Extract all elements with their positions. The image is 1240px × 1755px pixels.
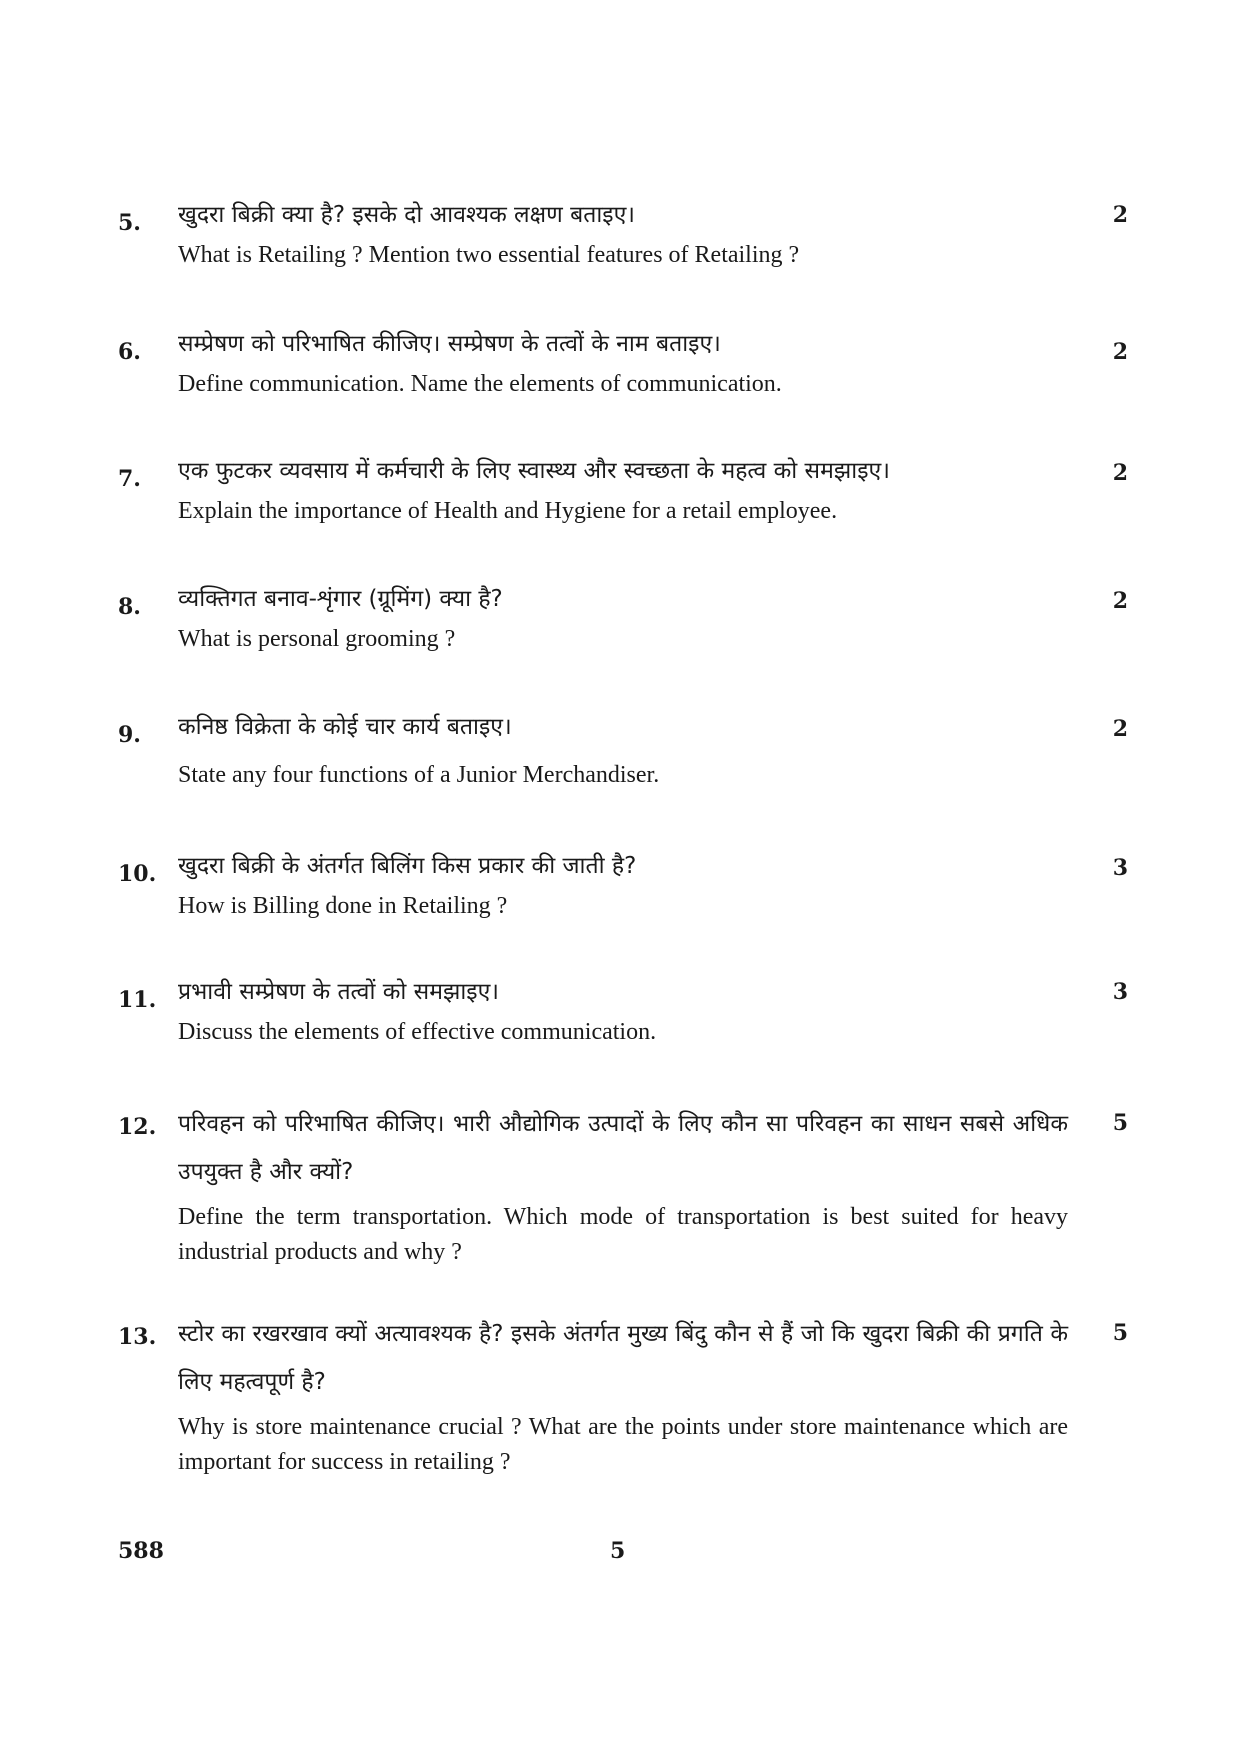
question-body bbox=[178, 325, 1068, 402]
question-marks: 2 bbox=[1112, 716, 1128, 742]
question-number: 10. bbox=[118, 861, 157, 887]
question-text-english: State any four functions of a Junior Merchandiser. bbox=[178, 762, 660, 788]
question-8 bbox=[118, 580, 1128, 657]
question-number: 8. bbox=[118, 594, 141, 620]
question-text-hindi: एक फुटकर व्यवसाय में कर्मचारी के लिए स्वास्थ्य और स्वच्छता के महत्व को समझाइए। bbox=[178, 458, 890, 484]
question-marks: 3 bbox=[1112, 855, 1128, 881]
question-body bbox=[178, 847, 1068, 924]
question-number: 5. bbox=[118, 210, 141, 236]
question-number: 12. bbox=[118, 1114, 157, 1140]
question-marks: 5 bbox=[1112, 1110, 1128, 1136]
paper-code: 588 bbox=[118, 1538, 164, 1564]
question-text-hindi: कनिष्ठ विक्रेता के कोई चार कार्य बताइए। bbox=[178, 714, 512, 740]
question-9 bbox=[118, 708, 1128, 793]
question-text-hindi: खुदरा बिक्री के अंतर्गत बिलिंग किस प्रकार की जाती है? bbox=[178, 853, 637, 879]
question-13 bbox=[118, 1310, 1128, 1480]
question-marks: 2 bbox=[1112, 339, 1128, 365]
question-marks: 3 bbox=[1112, 979, 1128, 1005]
question-body bbox=[178, 708, 1068, 793]
question-body bbox=[178, 452, 1068, 529]
question-body bbox=[178, 973, 1068, 1050]
question-number: 13. bbox=[118, 1324, 157, 1350]
question-number: 11. bbox=[118, 987, 157, 1013]
question-body bbox=[178, 1100, 1068, 1270]
question-text-english: What is Retailing ? Mention two essential features of Retailing ? bbox=[178, 242, 800, 268]
question-text-english: Define the term transportation. Which mode of transportation is best suited for heavy industrial products and why ? bbox=[178, 1204, 1068, 1265]
question-text-english: Explain the importance of Health and Hygiene for a retail employee. bbox=[178, 498, 838, 524]
page-number: 5 bbox=[610, 1538, 626, 1564]
question-text-hindi: खुदरा बिक्री क्या है? इसके दो आवश्यक लक्षण बताइए। bbox=[178, 202, 636, 228]
question-12 bbox=[118, 1100, 1128, 1270]
question-text-english: How is Billing done in Retailing ? bbox=[178, 893, 508, 919]
question-text-hindi: व्यक्तिगत बनाव-शृंगार (ग्रूमिंग) क्या है? bbox=[178, 586, 503, 612]
question-11 bbox=[118, 973, 1128, 1050]
question-6 bbox=[118, 325, 1128, 402]
question-marks: 2 bbox=[1112, 202, 1128, 228]
question-text-hindi: परिवहन को परिभाषित कीजिए। भारी औद्योगिक उत्पादों के लिए कौन सा परिवहन का साधन सबसे अधिक उपयुक्त है और क्यों? bbox=[178, 1111, 1068, 1185]
question-body bbox=[178, 1310, 1068, 1480]
question-marks: 2 bbox=[1112, 588, 1128, 614]
question-text-english: Why is store maintenance crucial ? What are the points under store maintenance which are important for success in retailing ? bbox=[178, 1414, 1068, 1475]
question-5 bbox=[118, 196, 1128, 273]
question-text-english: Discuss the elements of effective communication. bbox=[178, 1019, 657, 1045]
question-text-hindi: सम्प्रेषण को परिभाषित कीजिए। सम्प्रेषण के तत्वों के नाम बताइए। bbox=[178, 331, 721, 357]
question-marks: 2 bbox=[1112, 460, 1128, 486]
question-text-english: What is personal grooming ? bbox=[178, 626, 456, 652]
question-number: 9. bbox=[118, 722, 141, 748]
question-number: 7. bbox=[118, 466, 141, 492]
question-body bbox=[178, 196, 1068, 273]
question-text-hindi: प्रभावी सम्प्रेषण के तत्वों को समझाइए। bbox=[178, 979, 500, 1005]
question-marks: 5 bbox=[1112, 1320, 1128, 1346]
question-text-hindi: स्टोर का रखरखाव क्यों अत्यावश्यक है? इसके अंतर्गत मुख्य बिंदु कौन से हैं जो कि खुदरा बिक्री की प्रगति के लिए महत्वपूर्ण है? bbox=[178, 1321, 1068, 1395]
question-body bbox=[178, 580, 1068, 657]
question-7 bbox=[118, 452, 1128, 529]
question-number: 6. bbox=[118, 339, 141, 365]
question-10 bbox=[118, 847, 1128, 924]
question-text-english: Define communication. Name the elements of communication. bbox=[178, 371, 782, 397]
